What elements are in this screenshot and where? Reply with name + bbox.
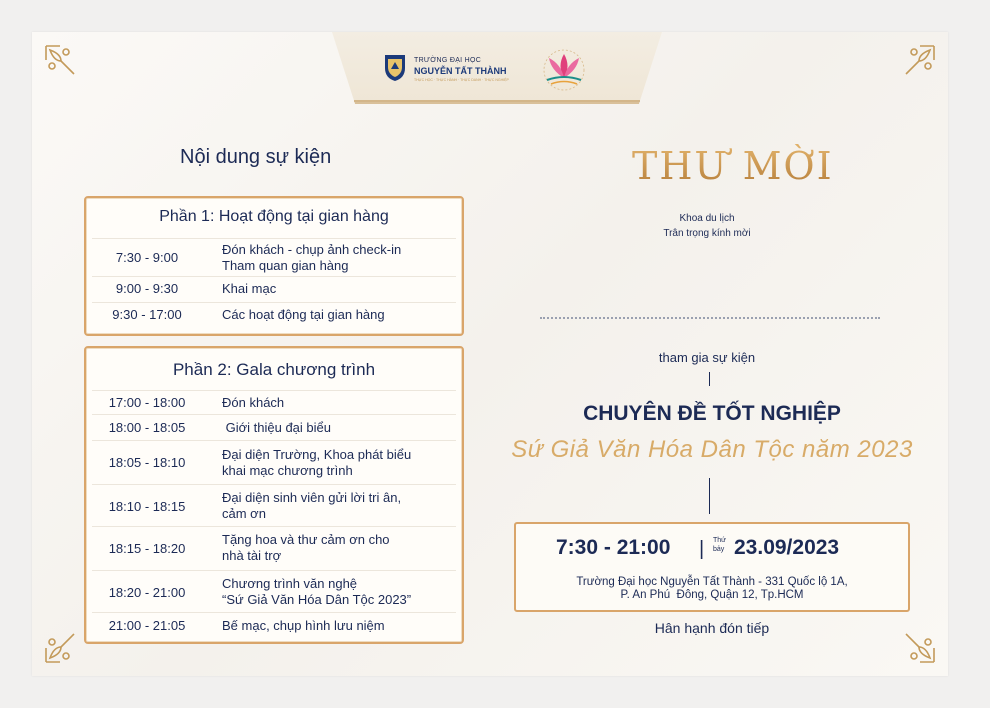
schedule-desc: Tặng hoa và thư cảm ơn cho nhà tài trợ <box>222 532 390 563</box>
university-shield-icon <box>384 54 406 82</box>
schedule-desc: Đón khách <box>222 395 285 410</box>
schedule-row <box>92 414 456 441</box>
participate-label: tham gia sự kiện <box>658 350 756 365</box>
schedule-row <box>92 570 456 613</box>
schedule-time: 9:00 - 9:30 <box>115 281 179 296</box>
part1-title: Phần 1: Hoạt động tại gian hàng <box>159 208 389 225</box>
schedule-row <box>92 238 456 277</box>
event-date: 23.09/2023 <box>734 536 840 559</box>
schedule-time: 18:00 - 18:05 <box>108 420 186 435</box>
vertical-divider <box>709 372 710 386</box>
logo-header-underline <box>354 100 640 102</box>
schedule-desc: Đón khách - chụp ảnh check-in Tham quan gian hàng <box>222 242 402 273</box>
schedule-desc: Đại diện sinh viên gửi lời tri ân, cảm ơn <box>222 490 402 521</box>
corner-ornament-icon <box>44 630 78 664</box>
event-venue: Trường Đại học Nguyễn Tất Thành - 331 Quốc lộ 1A, P. An Phú Đông, Quận 12, Tp.HCM <box>576 576 848 601</box>
schedule-time: 18:05 - 18:10 <box>108 455 186 470</box>
event-title: CHUYÊN ĐỀ TỐT NGHIỆP <box>583 402 841 425</box>
corner-ornament-icon <box>902 630 936 664</box>
time-date-separator: | <box>699 538 705 560</box>
invitation-card <box>32 32 948 676</box>
part1-panel <box>84 196 464 336</box>
invitation-heading: THƯ MỜI <box>632 144 834 188</box>
schedule-desc: Các hoạt động tại gian hàng <box>222 307 385 322</box>
schedule-time: 7:30 - 9:00 <box>115 250 179 265</box>
schedule-desc: Khai mạc <box>222 281 277 296</box>
schedule-time: 9:30 - 17:00 <box>112 307 182 322</box>
schedule-time: 18:10 - 18:15 <box>108 499 186 514</box>
university-small-label: TRƯỜNG ĐẠI HỌC <box>414 57 482 64</box>
part2-title: Phần 2: Gala chương trình <box>172 360 376 379</box>
schedule-time: 17:00 - 18:00 <box>108 395 186 410</box>
university-motto: THỰC HỌC · THỰC HÀNH · THỰC DANH · THỰC NGHIỆP <box>414 78 509 82</box>
vertical-divider <box>709 478 710 514</box>
welcome-message: Hân hạnh đón tiếp <box>654 620 770 636</box>
schedule-row <box>92 484 456 527</box>
schedule-time: 21:00 - 21:05 <box>108 618 186 633</box>
schedule-desc: Đại diện Trường, Khoa phát biểu khai mạc chương trình <box>222 447 412 478</box>
schedule-row <box>92 526 456 571</box>
part2-panel <box>84 346 464 644</box>
schedule-time: 18:15 - 18:20 <box>108 541 186 556</box>
event-time: 7:30 - 21:00 <box>556 536 671 559</box>
event-weekday: Thứ bảy <box>713 537 726 553</box>
schedule-row <box>92 440 456 485</box>
schedule-row <box>92 302 456 329</box>
schedule-desc: Chương trình văn nghệ “Sứ Giả Văn Hóa Dân Tộc 2023” <box>222 576 412 607</box>
schedule-row <box>92 390 456 415</box>
corner-ornament-icon <box>902 44 936 78</box>
schedule-time: 18:20 - 21:00 <box>108 585 186 600</box>
university-name: NGUYỄN TẤT THÀNH <box>414 66 507 76</box>
university-logo <box>384 54 514 90</box>
schedule-row <box>92 612 456 639</box>
corner-ornament-icon <box>44 44 78 78</box>
schedule-desc: Bế mạc, chụp hình lưu niệm <box>222 618 385 633</box>
host-department: Khoa du lịch <box>679 213 735 224</box>
lotus-logo-icon <box>529 46 599 96</box>
schedule-row <box>92 276 456 303</box>
date-venue-box <box>514 522 910 612</box>
event-content-title: Nội dung sự kiện <box>180 146 332 168</box>
event-subtitle: Sứ Giả Văn Hóa Dân Tộc năm 2023 <box>511 436 913 463</box>
schedule-desc: Giới thiệu đại biểu <box>222 420 331 435</box>
respectful-invitation: Trân trọng kính mời <box>663 228 751 239</box>
dotted-divider <box>540 317 880 319</box>
